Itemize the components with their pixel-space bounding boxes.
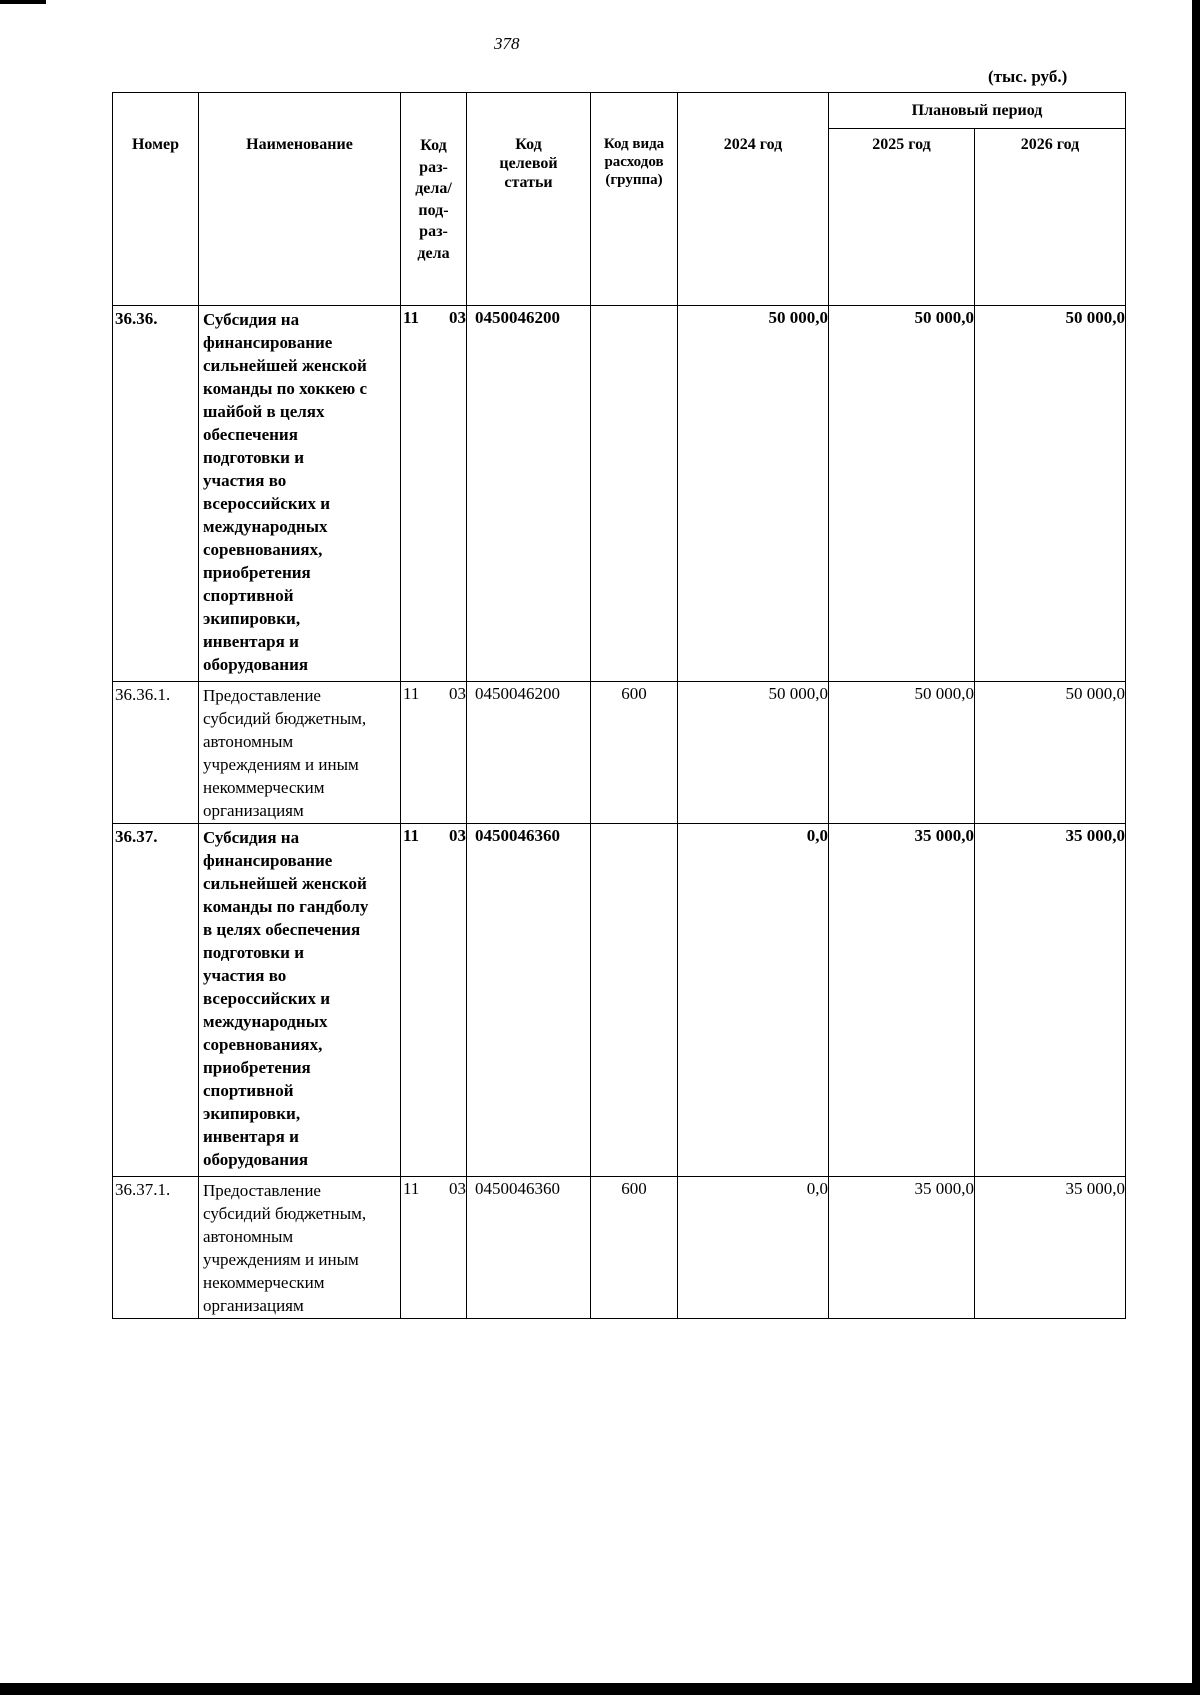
row-vid <box>591 824 678 1177</box>
header-plan-period: Плановый период <box>829 93 1126 129</box>
row-vid <box>591 306 678 682</box>
row-name: Предоставление субсидий бюджетным, автономным учреждениям и иным некоммерческим организациям <box>199 1177 401 1319</box>
row-amount-2026: 50 000,0 <box>975 682 1126 824</box>
row-vid: 600 <box>591 682 678 824</box>
header-target: Код целевой статьи <box>467 93 591 306</box>
header-year-2026: 2026 год <box>975 129 1126 306</box>
row-amount-2026: 35 000,0 <box>975 824 1126 1177</box>
row-target: 0450046360 <box>467 1177 591 1319</box>
header-number: Номер <box>113 93 199 306</box>
row-name: Субсидия на финансирование сильнейшей женской команды по гандболу в целях обеспечения подготовки и участия во всероссийских и международных соревнованиях, приобретения спортивной экипировки, инвентаря и оборудования <box>199 824 401 1177</box>
header-year-2024: 2024 год <box>678 93 829 306</box>
row-amount-2025: 50 000,0 <box>829 306 975 682</box>
row-amount-2024: 0,0 <box>678 1177 829 1319</box>
row-amount-2026: 35 000,0 <box>975 1177 1126 1319</box>
scan-edge-right <box>1192 0 1200 1695</box>
row-amount-2025: 35 000,0 <box>829 824 975 1177</box>
row-amount-2026: 50 000,0 <box>975 306 1126 682</box>
row-amount-2024: 50 000,0 <box>678 682 829 824</box>
page-number: 378 <box>494 34 520 53</box>
row-amount-2024: 0,0 <box>678 824 829 1177</box>
table-row <box>113 1177 1126 1319</box>
row-razdel: 11 03 <box>401 824 467 1177</box>
header-year-2025: 2025 год <box>829 129 975 306</box>
row-number: 36.36.1. <box>113 682 199 824</box>
row-number: 36.37.1. <box>113 1177 199 1319</box>
header-name: Наименование <box>199 93 401 306</box>
row-target: 0450046200 <box>467 682 591 824</box>
scan-edge-top <box>0 0 46 4</box>
row-number: 36.36. <box>113 306 199 682</box>
scan-edge-bottom <box>0 1683 1200 1695</box>
units-label: (тыс. руб.) <box>988 67 1068 86</box>
header-vid: Код вида расходов (группа) <box>591 93 678 306</box>
row-razdel: 11 03 <box>401 682 467 824</box>
row-amount-2024: 50 000,0 <box>678 306 829 682</box>
row-name: Субсидия на финансирование сильнейшей женской команды по хоккею с шайбой в целях обеспечения подготовки и участия во всероссийских и международных соревнованиях, приобретения спортивной экипировки, инвентаря и оборудования <box>199 306 401 682</box>
table-row <box>113 682 1126 824</box>
row-razdel: 11 03 <box>401 1177 467 1319</box>
row-target: 0450046360 <box>467 824 591 1177</box>
header-razdel: Код раз- дела/ под- раз- дела <box>401 93 467 306</box>
row-razdel: 11 03 <box>401 306 467 682</box>
table-body <box>113 306 1126 1319</box>
table-row <box>113 306 1126 682</box>
table-row <box>113 824 1126 1177</box>
budget-table <box>112 92 1126 1319</box>
row-amount-2025: 35 000,0 <box>829 1177 975 1319</box>
row-amount-2025: 50 000,0 <box>829 682 975 824</box>
row-vid: 600 <box>591 1177 678 1319</box>
row-target: 0450046200 <box>467 306 591 682</box>
row-number: 36.37. <box>113 824 199 1177</box>
row-name: Предоставление субсидий бюджетным, автономным учреждениям и иным некоммерческим организациям <box>199 682 401 824</box>
